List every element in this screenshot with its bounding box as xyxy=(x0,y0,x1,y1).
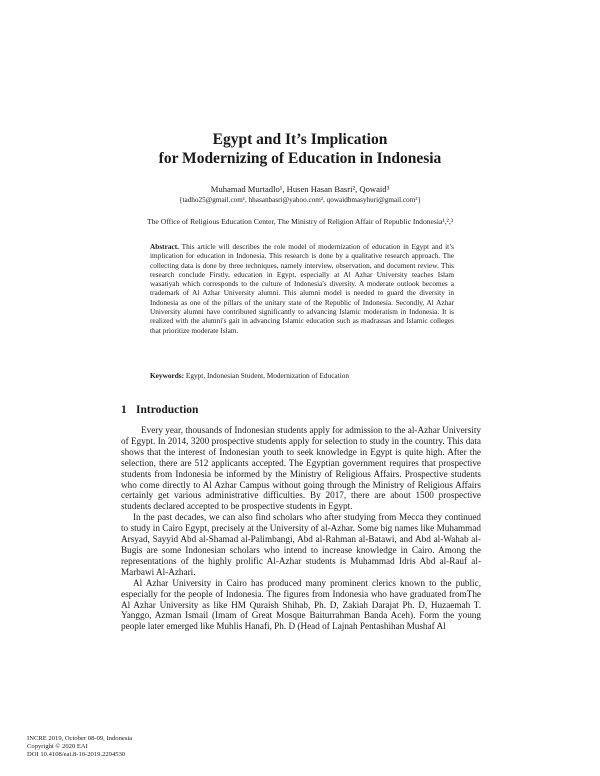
body-paragraph-1: Every year, thousands of Indonesian students apply for admission to the al-Azhar University of Egypt. In 2014, 3200 prospective students apply for selection to study in the country. This data shows that the interest of Indonesian youth to seek knowledge in Egypt is quite high. After the selection, there are 512 applicants accepted. The Egyptian government requires that prospective students from Indonesia be informed by the Ministry of Religious Affairs. Prospective students who come directly to Al Azhar Campus without going through the Ministry of Religious Affairs certainly get various administrative difficulties. By 2017, there are about 1500 prospective students declared accepted to be prospective students in Egypt. xyxy=(121,425,481,512)
page-footer xyxy=(27,735,132,760)
author-emails: {tadho25@gmail.com¹, hhasanbasri@yahoo.com², qowaidbmasyhuri@gmail.com³} xyxy=(179,196,421,204)
affiliation: The Office of Religious Education Center, The Ministry of Religion Affair of Republic Indonesia¹,²,³ xyxy=(147,217,453,226)
keywords-text: Egypt, Indonesian Student, Modernization of Education xyxy=(184,371,350,380)
title-line-2: for Modernizing of Education in Indonesia xyxy=(158,150,442,167)
abstract-text: This article will describes the role model of modernization of education in Egypt and it’s implication for education in Indonesia. This research is done by a qualitative research approach. The collecting data is done by three techniques, namely interview, observation, and document review. This research conclude Firstly, education in Egypt, especially at Al Azhar University teaches Islam wasatiyah which corresponds to the culture of Indonesia's diversity. A moderate outlook becomes a trademark of Al Azhar University alumni. This alumni model is needed to guard the diversity in Indonesia as one of the pillars of the unitary state of the Republic of Indonesia. Secondly, Al Azhar University alumni have contributed significantly to advancing Islamic moderatism in Indonesia. It is realized with the alumni's gait in advancing Islamic education such as madrassas and Islamic colleges that prioritize moderate Islam. xyxy=(150,242,454,335)
section-heading-introduction xyxy=(121,403,198,417)
title-line-1: Egypt and It’s Implication xyxy=(212,131,388,148)
keywords xyxy=(150,371,454,380)
section-title: Introduction xyxy=(136,404,199,416)
section-number: 1 xyxy=(121,404,127,416)
keywords-label: Keywords: xyxy=(150,371,185,380)
introduction-body xyxy=(121,425,481,632)
author-list: Muhamad Murtadlo¹, Husen Hasan Basri², Qowaid³ xyxy=(210,184,390,194)
paper-title xyxy=(60,130,540,168)
body-paragraph-2: In the past decades, we can also find scholars who after studying from Mecca they continued to study in Cairo Egypt, precisely at the University of al-Azhar. Some big names like Muhammad Arsyad, Sayyid Abd al-Shamad al-Palimbangi, Abd al-Rahman al-Batawi, and Abd al-Wahab al-Bugis are some Indonesian scholars who intend to increase knowledge in Cairo. Among the representations of the highly prolific Al-Azhar students is Muhammad Idris Abd al-Rauf al-Marbawi Al-Azhari. xyxy=(121,512,481,577)
footer-conference: INCRE 2019, October 08-09, Indonesia xyxy=(27,735,133,742)
footer-copyright: Copyright © 2020 EAI xyxy=(27,743,88,751)
body-paragraph-3: Al Azhar University in Cairo has produced many prominent clerics known to the public, especially for the people of Indonesia. The figures from Indonesia who have graduated fromThe Al Azhar University as like HM Quraish Shihab, Ph. D, Zakiah Darajat Ph. D, Huzaemah T. Yanggo, Azman Ismail (Imam of Great Mosque Baiturrahman Banda Aceh). Form the young people later emerged like Muhlis Hanafi, Ph. D (Head of Lajnah Pentashihan Mushaf Al xyxy=(121,577,481,632)
footer-doi: DOI 10.4108/eai.8-10-2019.2294530 xyxy=(27,751,126,759)
abstract-label: Abstract. xyxy=(150,242,179,251)
abstract xyxy=(150,242,454,335)
